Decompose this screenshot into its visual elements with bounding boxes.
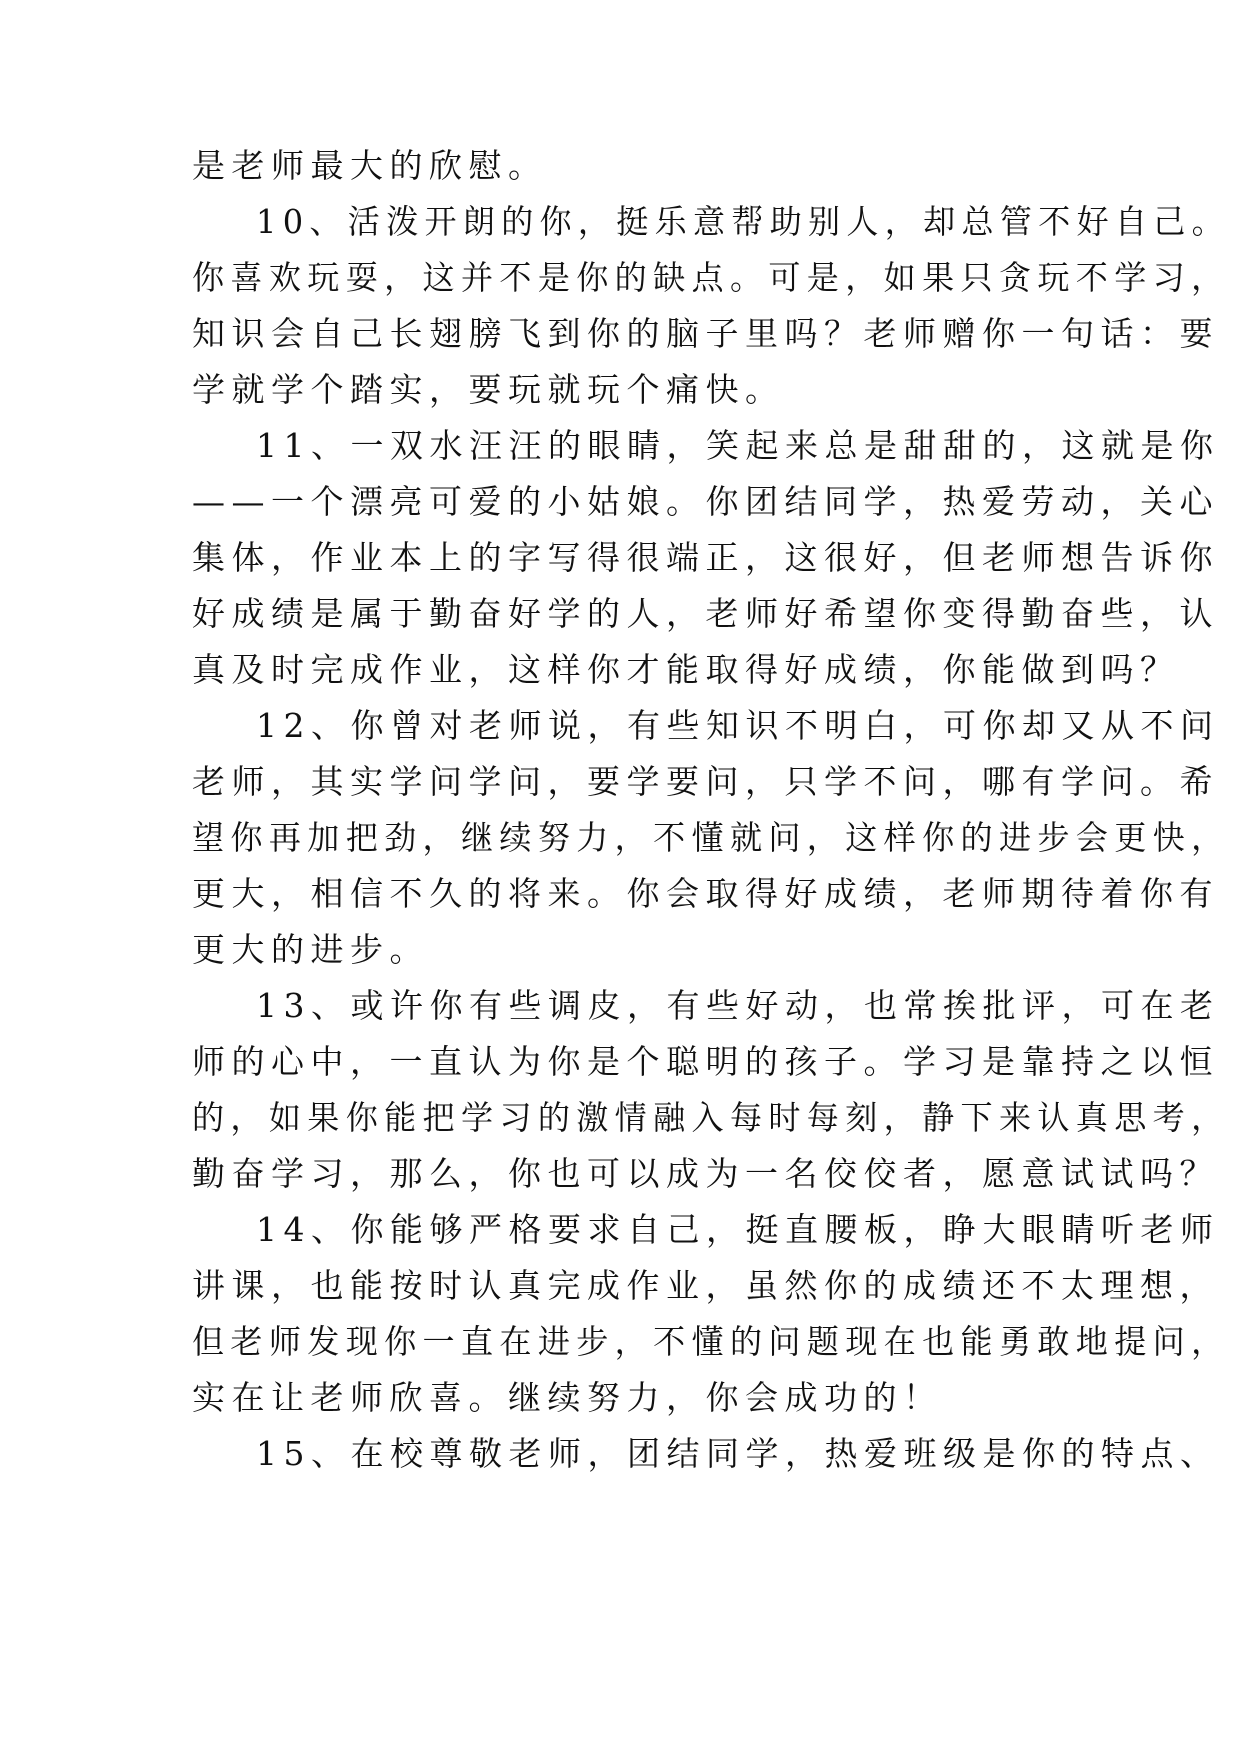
paragraph-11-start: 11、一双水汪汪的眼睛，笑起来总是甜甜的，这就是你 (256, 426, 1220, 465)
text-line: 老师，其实学问学问，要学要问，只学不问，哪有学问。希 (192, 762, 1219, 801)
text-line: 是老师最大的欣慰。 (192, 146, 548, 185)
text-line: 勤奋学习，那么，你也可以成为一名佼佼者，愿意试试吗？ (192, 1154, 1219, 1193)
paragraph-13-start: 13、或许你有些调皮，有些好动，也常挨批评，可在老 (256, 986, 1220, 1025)
text-line: 但老师发现你一直在进步，不懂的问题现在也能勇敢地提问， (192, 1322, 1230, 1361)
text-line: 你喜欢玩耍，这并不是你的缺点。可是，如果只贪玩不学习， (192, 258, 1230, 297)
paragraph-14-start: 14、你能够严格要求自己，挺直腰板，睁大眼睛听老师 (256, 1210, 1220, 1249)
text-line: 望你再加把劲，继续努力，不懂就问，这样你的进步会更快， (192, 818, 1230, 857)
text-line: ——一个漂亮可爱的小姑娘。你团结同学，热爱劳动，关心 (192, 482, 1219, 521)
paragraph-10-start: 10、活泼开朗的你，挺乐意帮助别人，却总管不好自己。 (256, 202, 1231, 241)
text-line: 集体，作业本上的字写得很端正，这很好，但老师想告诉你 (192, 538, 1219, 577)
text-line: 真及时完成作业，这样你才能取得好成绩，你能做到吗？ (192, 650, 1180, 689)
text-line: 更大的进步。 (192, 930, 429, 969)
paragraph-15-start: 15、在校尊敬老师，团结同学，热爱班级是你的特点、 (256, 1434, 1220, 1473)
text-line: 学就学个踏实，要玩就玩个痛快。 (192, 370, 785, 409)
text-line: 师的心中，一直认为你是个聪明的孩子。学习是靠持之以恒 (192, 1042, 1219, 1081)
text-line: 的，如果你能把学习的激情融入每时每刻，静下来认真思考， (192, 1098, 1230, 1137)
text-line: 讲课，也能按时认真完成作业，虽然你的成绩还不太理想， (192, 1266, 1219, 1305)
text-line: 知识会自己长翅膀飞到你的脑子里吗？老师赠你一句话：要 (192, 314, 1219, 353)
text-line: 好成绩是属于勤奋好学的人，老师好希望你变得勤奋些，认 (192, 594, 1219, 633)
paragraph-12-start: 12、你曾对老师说，有些知识不明白，可你却又从不问 (256, 706, 1220, 745)
text-line: 实在让老师欣喜。继续努力，你会成功的！ (192, 1378, 943, 1417)
text-line: 更大，相信不久的将来。你会取得好成绩，老师期待着你有 (192, 874, 1219, 913)
